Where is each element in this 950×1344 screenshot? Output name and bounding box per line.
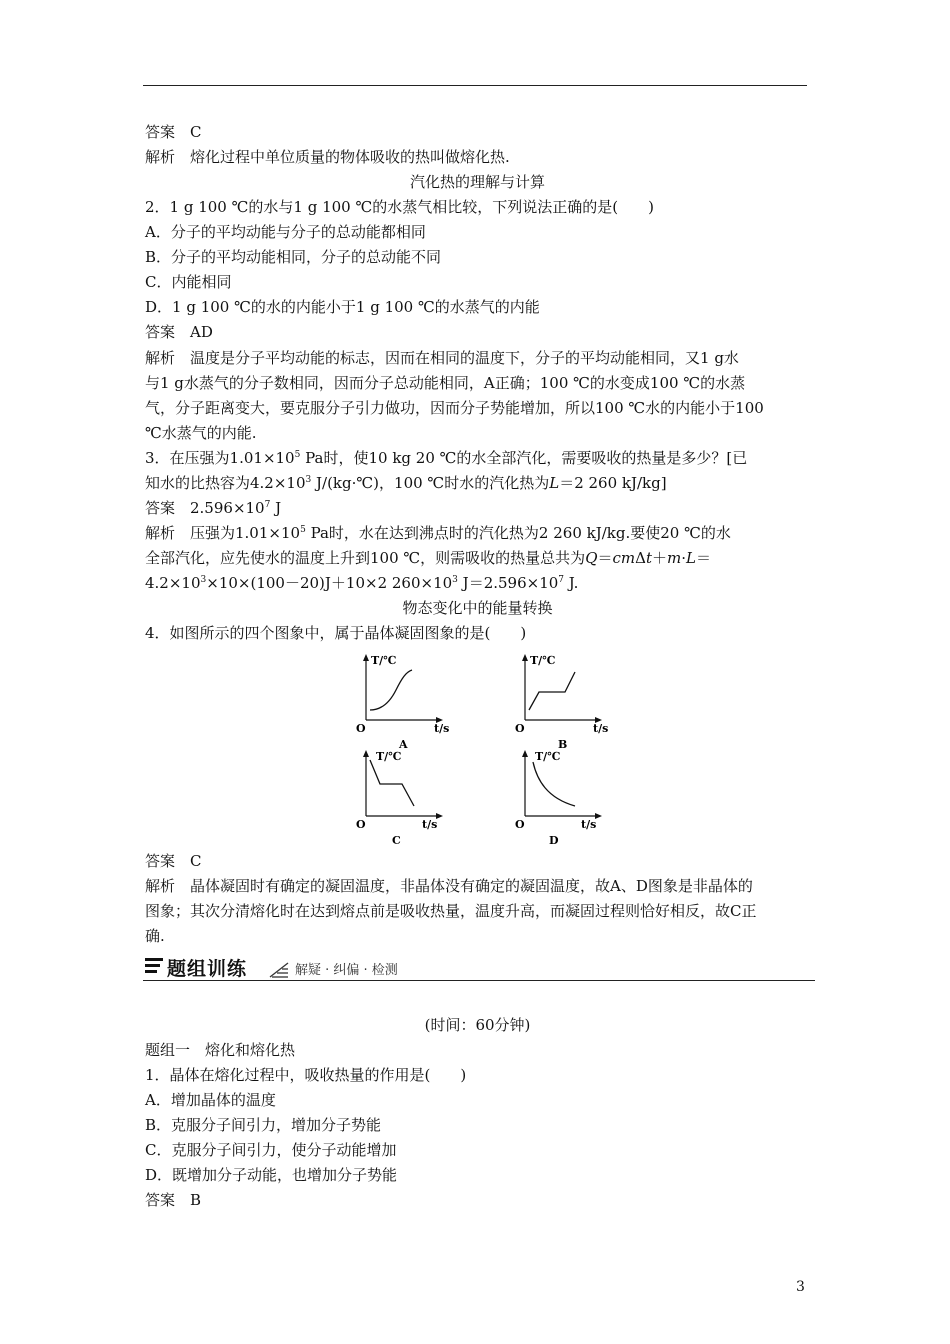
- q4-analysis-line-1: 解析 晶体凝固时有确定的凝固温度，非晶体没有确定的凝固温度，故A、D图象是非晶体的: [145, 877, 753, 895]
- q4-stem: 4．如图所示的四个图象中，属于晶体凝固图象的是( ): [145, 624, 527, 642]
- q3-analysis-text: ＋: [652, 549, 668, 567]
- header-rule: [143, 85, 807, 86]
- q3-analysis-text: ＝: [696, 549, 712, 567]
- exponent: 3: [200, 575, 207, 585]
- g1-q1-option-d: D．既增加分子动能，也增加分子势能: [145, 1166, 398, 1184]
- y-axis-arrow: [522, 750, 528, 757]
- section-heading-vaporization: 汽化热的理解与计算: [409, 173, 545, 191]
- q3-analysis-line-1: [145, 523, 810, 543]
- q3-stem-text: ＝2 260 kJ/kg]: [559, 474, 667, 492]
- x-axis-label: t/s: [593, 722, 609, 735]
- q2-answer: 答案 AD: [145, 323, 213, 341]
- graph-caption: A: [399, 738, 408, 750]
- x-axis-label: t/s: [434, 722, 450, 735]
- exponent: 5: [294, 450, 301, 460]
- q3-analysis-text: J＝2.596×10: [457, 574, 559, 592]
- section-heading-energy: 物态变化中的能量转换: [402, 599, 553, 617]
- x-axis-label: t/s: [581, 818, 597, 831]
- y-axis-arrow: [522, 654, 528, 661]
- q3-stem-line-2: [145, 473, 810, 493]
- q3-stem-text: 知水的比热容为4.2×10: [145, 474, 306, 492]
- banner-lines-icon: [268, 959, 290, 979]
- graph-c: [352, 746, 452, 846]
- q3-analysis-text: 4.2×10: [145, 574, 201, 592]
- g1-q1-option-b: B．克服分子间引力，增加分子势能: [145, 1116, 382, 1134]
- x-axis-label: t/s: [422, 818, 438, 831]
- q3-analysis-text: J.: [564, 574, 579, 592]
- q3-answer-text: J: [270, 499, 282, 517]
- exponent: 7: [264, 500, 271, 510]
- q4-analysis-line-2: 图象；其次分清熔化时在达到熔点前是吸收热量，温度升高，而凝固过程则恰好相反，故C正: [145, 902, 757, 920]
- g1-q1-option-a: A．增加晶体的温度: [145, 1091, 276, 1109]
- banner-rule: [143, 980, 815, 981]
- graph-b: [511, 652, 611, 750]
- symbol-cm: cm: [612, 549, 636, 567]
- y-axis-label: T/℃: [371, 654, 397, 667]
- y-axis-arrow: [363, 750, 369, 757]
- y-axis-label: T/℃: [535, 750, 561, 763]
- symbol-m: m: [667, 549, 682, 567]
- q3-analysis-text: ×10×(100－20)J＋10×2 260×10: [206, 574, 453, 592]
- origin-label: O: [515, 722, 525, 735]
- q3-stem-line-1: [145, 448, 810, 468]
- y-axis-label: T/℃: [376, 750, 402, 763]
- origin-label: O: [515, 818, 525, 831]
- curve-rise-plateau-rise: [529, 672, 575, 710]
- q3-analysis-text: 解析 压强为1.01×10: [145, 524, 301, 542]
- g1-q1-option-c: C．克服分子间引力，使分子动能增加: [145, 1141, 397, 1159]
- origin-label: O: [356, 818, 366, 831]
- q1-answer: 答案 C: [145, 123, 202, 141]
- curve-rising: [370, 670, 412, 710]
- q3-stem-text: Pa时，使10 kg 20 ℃的水全部汽化，需要吸收的热量是多少？[已: [300, 449, 748, 467]
- q3-answer: [145, 498, 810, 518]
- q3-stem-text: J/(kg·℃)，100 ℃时水的汽化热为: [311, 474, 550, 492]
- exponent: 3: [305, 475, 312, 485]
- y-axis-arrow: [363, 654, 369, 661]
- curve-fall-plateau-fall: [370, 760, 414, 806]
- q2-analysis-line-3: 气，分子距离变大，要克服分子引力做功，因而分子势能增加，所以100 ℃水的内能小于100: [145, 399, 764, 417]
- q2-option-b: B．分子的平均动能相同，分子的总动能不同: [145, 248, 442, 266]
- time-note: (时间：60分钟): [424, 1016, 531, 1034]
- symbol-delta: Δ: [635, 549, 646, 567]
- q2-option-c: C．内能相同: [145, 273, 232, 291]
- graph-caption: B: [558, 738, 568, 750]
- symbol-Q: Q: [585, 549, 598, 567]
- q2-analysis-line-4: ℃水蒸气的内能.: [145, 424, 257, 442]
- q3-analysis-text: Pa时，水在达到沸点时的汽化热为2 260 kJ/kg.要使20 ℃的水: [305, 524, 731, 542]
- q3-analysis-text: ·: [681, 549, 687, 567]
- curve-falling: [533, 762, 575, 806]
- q2-analysis-line-1: 解析 温度是分子平均动能的标志，因而在相同的温度下，分子的平均动能相同，又1 g水: [145, 349, 739, 367]
- q1-analysis: 解析 熔化过程中单位质量的物体吸收的热叫做熔化热.: [145, 148, 510, 166]
- q4-analysis-line-3: 确.: [145, 927, 165, 945]
- q2-analysis-line-2: 与1 g水蒸气的分子数相同，因而分子总动能相同，A正确；100 ℃的水变成100 ℃的水蒸: [145, 374, 746, 392]
- g1-q1-stem: 1．晶体在熔化过程中，吸收热量的作用是( ): [145, 1066, 467, 1084]
- q2-stem: 2．1 g 100 ℃的水与1 g 100 ℃的水蒸气相比较，下列说法正确的是( ): [145, 198, 654, 216]
- exponent: 3: [452, 575, 458, 585]
- banner-stripes-icon: [143, 956, 165, 978]
- page-number: 3: [796, 1279, 805, 1295]
- q3-stem-text: 3．在压强为1.01×10: [145, 449, 295, 467]
- q2-option-a: A．分子的平均动能与分子的总动能都相同: [145, 223, 426, 241]
- q3-analysis-text: ＝: [597, 549, 613, 567]
- symbol-L: L: [686, 549, 697, 567]
- q3-analysis-line-3: [145, 573, 810, 593]
- graph-caption: C: [392, 834, 401, 846]
- origin-label: O: [356, 722, 366, 735]
- y-axis-label: T/℃: [530, 654, 556, 667]
- q3-analysis-line-2: [145, 548, 810, 568]
- q3-analysis-text: 全部汽化，应先使水的温度上升到100 ℃，则需吸收的热量总共为: [145, 549, 586, 567]
- graph-a: [352, 652, 452, 750]
- section-banner: [143, 953, 815, 981]
- banner-subtitle: 解疑 · 纠偏 · 检测: [295, 963, 398, 978]
- symbol-L: L: [549, 474, 560, 492]
- graph-d: [511, 746, 611, 846]
- group1-title: 题组一 熔化和熔化热: [145, 1041, 296, 1059]
- g1-q1-answer: 答案 B: [145, 1191, 202, 1209]
- q4-answer: 答案 C: [145, 852, 202, 870]
- graph-caption: D: [549, 834, 559, 846]
- exponent: 7: [558, 575, 565, 585]
- q2-option-d: D．1 g 100 ℃的水的内能小于1 g 100 ℃的水蒸气的内能: [145, 298, 540, 316]
- symbol-t: t: [645, 549, 653, 567]
- q3-answer-text: 答案 2.596×10: [145, 499, 265, 517]
- banner-title: 题组训练: [167, 958, 248, 980]
- exponent: 5: [300, 525, 306, 535]
